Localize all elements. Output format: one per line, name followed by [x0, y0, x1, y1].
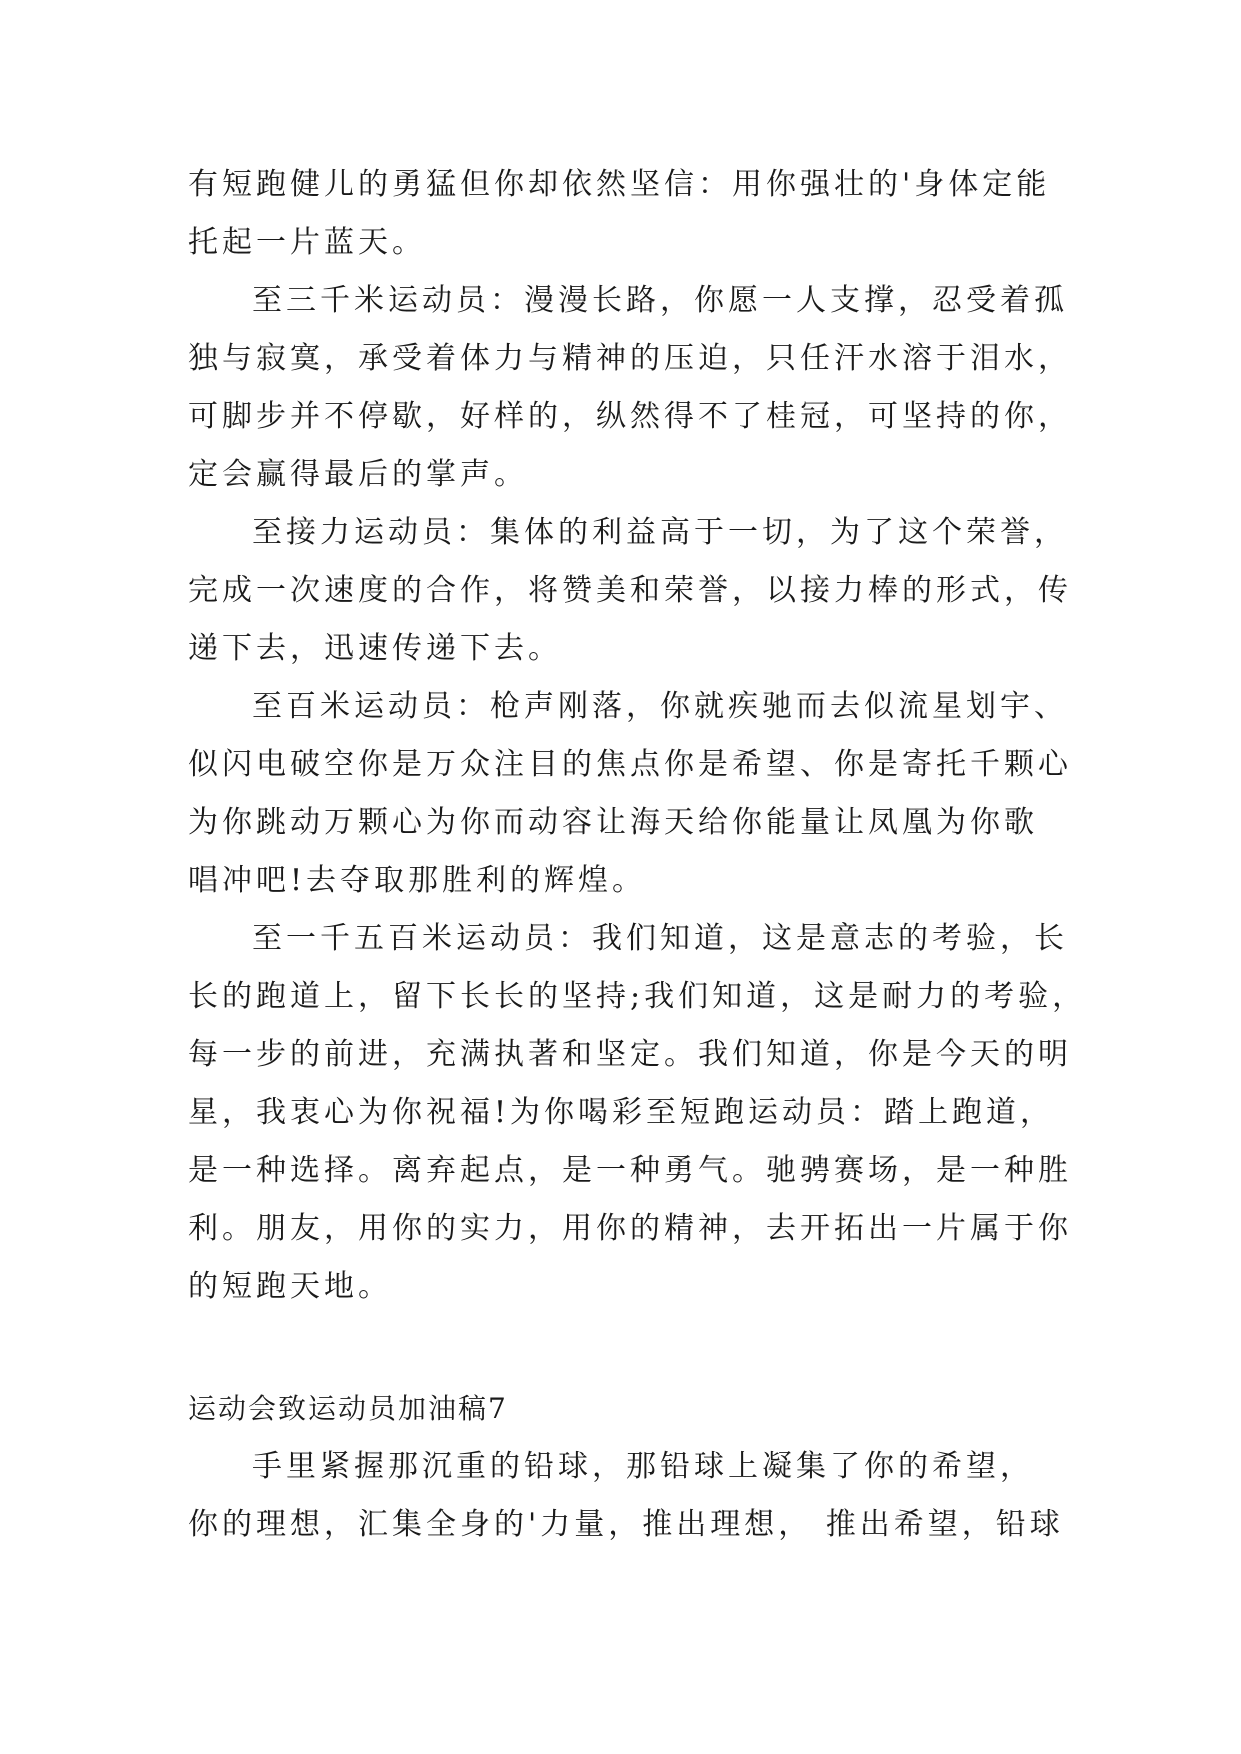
paragraph-100m [188, 678, 1072, 910]
text-line: 是一种选择。离弃起点，是一种勇气。驰骋赛场，是一种胜 [188, 1153, 1072, 1188]
section-heading: 运动会致运动员加油稿7 [188, 1392, 508, 1425]
document-content [188, 156, 1087, 1554]
text-line: 完成一次速度的合作，将赞美和荣誉，以接力棒的形式，传 [188, 573, 1072, 608]
text-line: 至三千米运动员：漫漫长路，你愿一人支撑，忍受着孤 [252, 283, 1068, 318]
text-line: 手里紧握那沉重的铅球，那铅球上凝集了你的希望， [252, 1449, 1034, 1484]
text-line: 递下去，迅速传递下去。 [188, 631, 562, 666]
text-line: 至一千五百米运动员：我们知道，这是意志的考验，长 [252, 921, 1068, 956]
text-line: 可脚步并不停歇，好样的，纵然得不了桂冠，可坚持的你， [188, 399, 1072, 434]
text-line: 每一步的前进，充满执著和坚定。我们知道，你是今天的明 [188, 1037, 1072, 1072]
text-line: 定会赢得最后的掌声。 [188, 457, 528, 492]
text-line: 利。朋友，用你的实力，用你的精神，去开拓出一片属于你 [188, 1211, 1072, 1246]
paragraph-3000m [188, 272, 1072, 504]
text-line: 独与寂寞，承受着体力与精神的压迫，只任汗水溶于泪水， [188, 341, 1072, 376]
text-line: 有短跑健儿的勇猛但你却依然坚信：用你强壮的'身体定能 [188, 167, 1051, 202]
text-line: 为你跳动万颗心为你而动容让海天给你能量让凤凰为你歌 [188, 805, 1038, 840]
text-line: 长的跑道上，留下长长的坚持;我们知道，这是耐力的考验， [188, 979, 1087, 1014]
text-line: 至百米运动员：枪声刚落，你就疾驰而去似流星划宇、 [252, 689, 1068, 724]
paragraph-shot-put [188, 1438, 1068, 1554]
paragraph-relay [188, 504, 1072, 678]
text-line: 的短跑天地。 [188, 1269, 392, 1304]
text-line: 星，我衷心为你祝福!为你喝彩至短跑运动员：踏上跑道， [188, 1095, 1055, 1130]
paragraph-sprinter-continued [188, 156, 1068, 272]
section-spacer [188, 1316, 1068, 1380]
text-line: 托起一片蓝天。 [188, 225, 426, 260]
text-line: 至接力运动员：集体的利益高于一切，为了这个荣誉， [252, 515, 1068, 550]
paragraph-1500m [188, 910, 1087, 1316]
text-line: 唱冲吧!去夺取那胜利的辉煌。 [188, 863, 647, 898]
text-line: 你的理想，汇集全身的'力量，推出理想， 推出希望，铅球 [188, 1507, 1064, 1542]
text-line: 似闪电破空你是万众注目的焦点你是希望、你是寄托千颗心 [188, 747, 1072, 782]
